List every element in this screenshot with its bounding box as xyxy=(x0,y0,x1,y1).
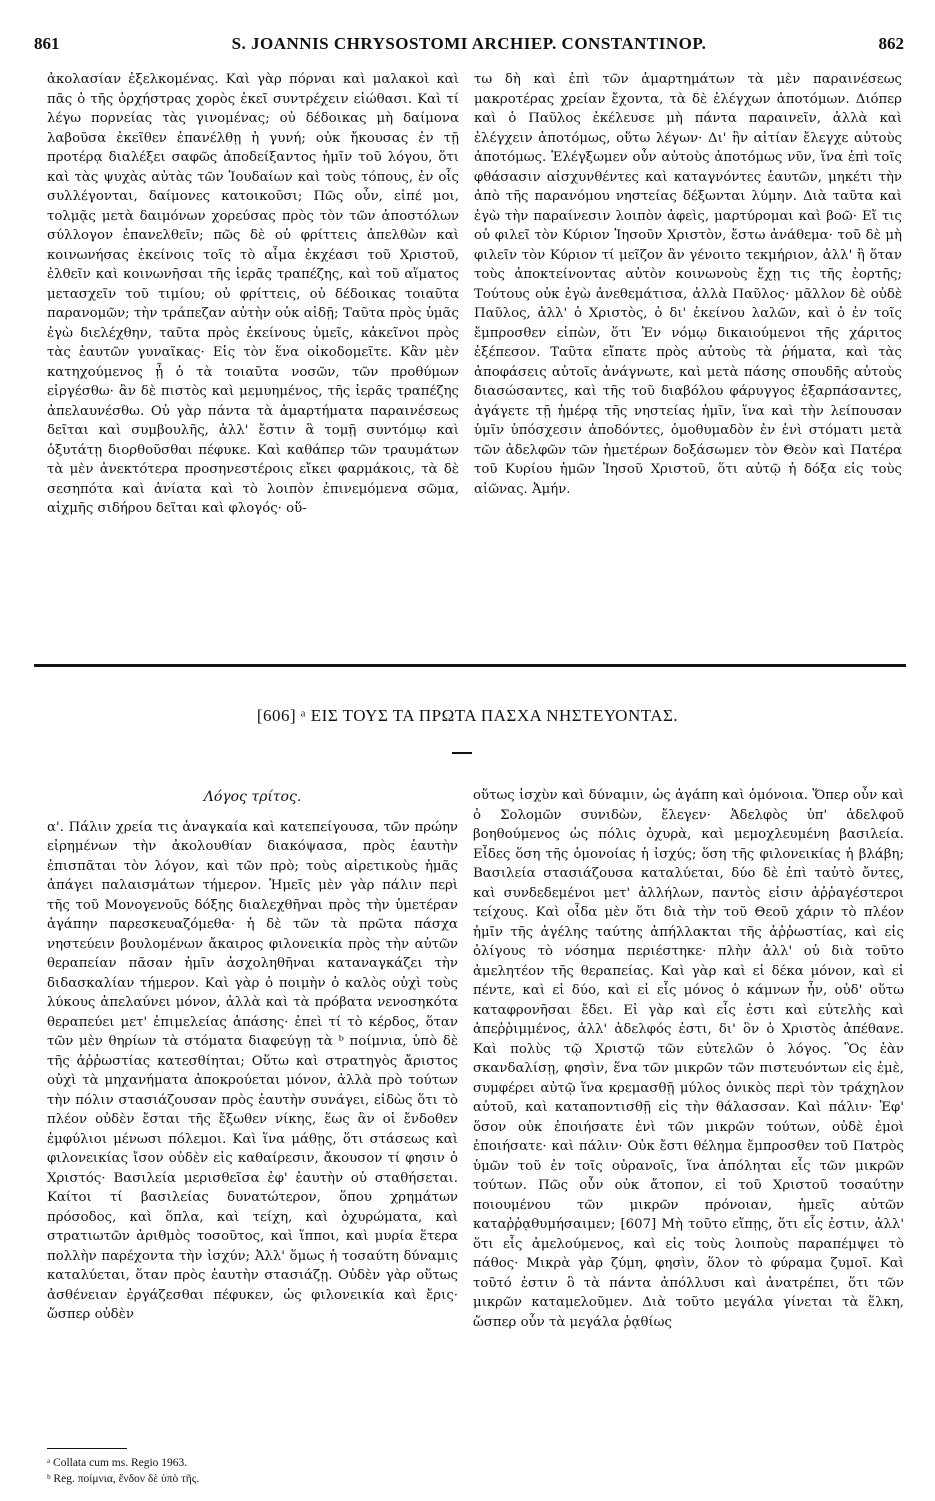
bottom-left-text: α'. Πάλιν χρεία τις ἀναγκαία καὶ κατεπείγουσα, τῶν πρώην εἰρημένων τὴν ἀκολουθίαν διακόψασα, πρὸς ἑαυτὴν ἐπισπᾶται τὸν λόγον, καὶ τῶν πρὸ; τοὺς αἱρετικοὺς ἡμᾶς ἀπάγει παλαισμάτων τήμερον. Ἡμεῖς μὲν γὰρ πάλιν περὶ τῆς τοῦ Μονογενοῦς δόξης διαλεχθῆναι πρὸς τὴν ὑμετέραν ἀγάπην παρεσκευαζόμεθα· ἡ δὲ τῶν τὰ πρῶτα πάσχα νηστεύειν βουλομένων ἄκαιρος φιλονεικία πρὸς τὴν αὐτῶν θεραπείαν πᾶσαν ἡμῖν ἀσχοληθῆναι καταναγκάζει τὴν διδασκαλίαν τήμερον. Καὶ γὰρ ὁ ποιμὴν ὁ καλὸς οὐχὶ τοὺς λύκους ἀπελαύνει μόνον, ἀλλὰ καὶ τὰ πρόβατα νενοσηκότα θεραπεύει μετ' ἐπιμελείας ἁπάσης· ἐπεὶ τί τὸ κέρδος, ὅταν τῶν μὲν θηρίων τὰ στόματα διαφεύγῃ τὰ ᵇ ποίμνια, ὑπὸ δὲ τῆς ἀῤῥωστίας κατεσθίηται; Οὕτω καὶ στρατηγὸς ἄριστος οὐχὶ τὰ μηχανήματα ἀποκρούεται μόνον, ἀλλὰ πρὸ τούτων τὴν πόλιν στασιάζουσαν πρὸς ἑαυτὴν συνάγει, εἰδὼς ὅτι τὸ πλέον οὐδὲν ἔσται τῆς ἔξωθεν νίκης, ἕως ἂν οἱ ἔνδοθεν ἐμφύλιοι μένωσι πόλεμοι. Καὶ ἵνα μάθῃς, ὅτι στάσεως καὶ φιλονεικίας ἴσον οὐδὲν εἰς καθαίρεσιν, ἄκουσον τί φησιν ὁ Χριστός· Βασιλεία μερισθεῖσα ἐφ' ἑαυτὴν οὐ σταθήσεται. Καίτοι τί βασιλείας δυνατώτερον, ὅπου χρημάτων πρόσοδος, καὶ ὅπλα, καὶ τείχη, καὶ ὀχυρώματα, καὶ στρατιωτῶν ἀριθμὸς τοσοῦτος, καὶ ἵπποι, καὶ μυρία ἕτερα πολλὴν παρέχοντα τὴν ἰσχύν; Ἀλλ' ὅμως ἡ τοσαύτη δύναμις καταλύεται, ὅταν πρὸς ἑαυτὴν στασιάζῃ. Οὐδὲν γὰρ οὕτως ἀσθένειαν ἐργάζεσθαι πέφυκεν, ὡς φιλονεικία καὶ ἔρις· ὥσπερ οὐδὲν xyxy=(47,819,458,1322)
top-left-text: ἀκολασίαν ἐξελκομένας. Καὶ γὰρ πόρναι καὶ μαλακοὶ καὶ πᾶς ὁ τῆς ὀρχήστρας χορὸς ἐκεῖ συντρέχειν εἰώθασι. Καὶ τί λέγω πορνείας τὰς γινομένας; οὐ δέδοικας μὴ δαίμονα λαβοῦσα ἐκεῖθεν ἐπανέλθῃ ἡ γυνή; οὐκ ἤκουσας ἐν τῇ προτέρᾳ διαλέξει σαφῶς ἀποδείξαντος ἡμῖν τοῦ λόγου, ὅτι καὶ τὰς ψυχὰς αὐτὰς τῶν Ἰουδαίων καὶ τοὺς τόπους, ἐν οἷς συλλέγονται, δαίμονες κατοικοῦσι; Πῶς οὖν, εἰπέ μοι, τολμᾷς μετὰ δαιμόνων χορεύσας πρὸς τὸν τῶν ἀποστόλων σύλλογον ἐπανελθεῖν; πῶς δὲ οὐ φρίττεις ἀπελθὼν καὶ κοινωνήσας ἐκείνοις τοῖς τὸ αἷμα ἐκχέασι τοῦ Χριστοῦ, ἐλθεῖν καὶ κοινωνῆσαι τῆς ἱερᾶς τραπέζης, καὶ τοῦ αἵματος μετασχεῖν τοῦ τιμίου; οὐ φρίττεις, οὐ δέδοικας τοιαῦτα παρανομῶν; τὴν τράπεζαν αὐτὴν οὐκ αἰδῇ; Ταῦτα πρὸς ὑμᾶς ἐγὼ διελέχθην, ταῦτα πρὸς ἐκείνους ὑμεῖς, κἀκεῖνοι πρὸς τὰς ἑαυτῶν γυναῖκας· Εἰς τὸν ἕνα οἰκοδομεῖτε. Κἂν μὲν κατηχούμενος ᾖ ὁ τὰ τοιαῦτα νοσῶν, τῶν προθύμων εἰργέσθω· ἂν δὲ πιστὸς καὶ μεμυημένος, τῆς ἱερᾶς τραπέζης ἀπελαυνέσθω. Οὐ γὰρ πάντα τὰ ἁμαρτήματα παραινέσεως δεῖται καὶ συμβουλῆς, ἀλλ' ἔστιν ἃ τομῇ συντόμῳ καὶ ὀξυτάτῃ διορθοῦσθαι πέφυκε. Καὶ καθάπερ τῶν τραυμάτων τὰ μὲν ἀνεκτότερα προσηνεστέροις εἴκει φαρμάκοις, τὰ δὲ σεσηπότα καὶ ἀνίατα καὶ τὸ λοιπὸν ἐπινεμόμενα σῶμα, αἰχμῆς σιδήρου δεῖται καὶ φλογός· οὕ- xyxy=(47,72,459,516)
page-number-right: 862 xyxy=(878,34,904,53)
footnote-a: ᵃ Collata cum ms. Regio 1963. xyxy=(47,1457,188,1469)
title-dash xyxy=(452,752,472,754)
footnote-rule xyxy=(47,1448,127,1449)
footnotes xyxy=(47,1448,458,1487)
running-header xyxy=(34,34,904,58)
homily-subtitle: Λόγος τρίτος. xyxy=(203,789,302,805)
bottom-right-column xyxy=(473,786,904,1332)
top-left-column xyxy=(47,70,459,519)
footnote-b: ᵇ Reg. ποίμνια, ἔνδον δὲ ὑπὸ τῆς. xyxy=(47,1473,200,1485)
bottom-right-text: οὕτως ἰσχὺν καὶ δύναμιν, ὡς ἀγάπη καὶ ὁμόνοια. Ὅπερ οὖν καὶ ὁ Σολομῶν συνιδὼν, ἔλεγεν· Ἀδελφὸς ὑπ' ἀδελφοῦ βοηθούμενος ὡς πόλις ὀχυρὰ, καὶ μεμοχλευμένη βασιλεία. Εἶδες ὅση τῆς ὁμονοίας ἡ ἰσχύς; ὅση τῆς φιλονεικίας ἡ βλάβη; Βασιλεία στασιάζουσα καταλύεται, δύο δὲ ἐπὶ ταὐτὸ ὄντες, καὶ συνδεδεμένοι μετ' ἀλλήλων, παντὸς εἰσιν ἀῤῥαγέστεροι τείχους. Καὶ οἶδα μὲν ὅτι διὰ τὴν τοῦ Θεοῦ χάριν τὸ πλέον ἡμῖν τῆς ἀγέλης ταύτης ἀπήλλακται τῆς ἀῤῥωστίας, καὶ εἰς ὀλίγους τὸ νόσημα περιέστηκε· πλὴν ἀλλ' οὐ διὰ τοῦτο ἀμελητέον τῆς θεραπείας. Καὶ γὰρ καὶ εἰ δέκα μόνον, καὶ εἰ πέντε, καὶ εἰ δύο, καὶ εἰ εἷς μόνος ὁ κάμνων ἦν, οὐδ' οὕτω καταφρονῆσαι ἔδει. Εἰ γὰρ καὶ εἷς ἐστι καὶ εὐτελὴς καὶ ἀπεῤῥιμμένος, ἀλλ' ἀδελφός ἐστι, δι' ὃν ὁ Χριστὸς ἀπέθανε. Καὶ πολὺς τῷ Χριστῷ τῶν εὐτελῶν ὁ λόγος. Ὃς ἐὰν σκανδαλίσῃ, φησὶν, ἕνα τῶν μικρῶν τῶν πιστευόντων εἰς ἐμὲ, συμφέρει αὐτῷ ἵνα κρεμασθῇ μύλος ὀνικὸς περὶ τὸν τράχηλον αὐτοῦ, καὶ καταποντισθῇ εἰς τὴν θάλασσαν. Καὶ πάλιν· Ἐφ' ὅσον οὐκ ἐποιήσατε ἑνὶ τῶν μικρῶν τούτων, οὐδὲ ἐμοὶ ἐποιήσατε· καὶ πάλιν· Οὐκ ἔστι θέλημα ἔμπροσθεν τοῦ Πατρὸς ὑμῶν τοῦ ἐν τοῖς οὐρανοῖς, ἵνα ἀπόληται εἷς τῶν μικρῶν τούτων. Πῶς οὖν οὐκ ἄτοπον, εἰ τοῦ Χριστοῦ τοσαύτην ποιουμένου τῶν μικρῶν πρόνοιαν, ἡμεῖς αὐτῶν καταῤῥᾳθυμήσαιμεν; [607] Μὴ τοῦτο εἴπῃς, ὅτι εἷς ἐστιν, ἀλλ' ὅτι εἷς ἀμελούμενος, καὶ εἰς τοὺς λοιποὺς παραπέμψει τὸ πάθος· Μικρὰ γὰρ ζύμη, φησὶν, ὅλον τὸ φύραμα ζυμοῖ. Καὶ τοῦτό ἐστιν ὃ τὰ πάντα ἀπόλλυσι καὶ ἀνατρέπει, ὅτι τῶν μικρῶν καταμελοῦμεν. Διὰ τοῦτο μεγάλα γίνεται τὰ ἕλκη, ὥσπερ οὖν τὰ μεγάλα ῥᾳθίως xyxy=(473,788,904,1330)
section-divider xyxy=(34,664,906,667)
running-title: S. JOANNIS CHRYSOSTOMI ARCHIEP. CONSTANTINOP. xyxy=(231,34,707,53)
top-right-column xyxy=(474,70,902,499)
page-number-left: 861 xyxy=(34,34,60,53)
top-right-text: τω δὴ καὶ ἐπὶ τῶν ἁμαρτημάτων τὰ μὲν παραινέσεως μακροτέρας χρείαν ἔχοντα, τὰ δὲ ἐλέγχων ἀποτόμων. Διόπερ καὶ ὁ Παῦλος ἐκέλευσε μὴ πάντα παραινεῖν, ἀλλὰ καὶ ἐλέγχειν ἀποτόμως, οὕτω λέγων· Δι' ἣν αἰτίαν ἔλεγχε αὐτοὺς ἀποτόμως. Ἐλέγξωμεν οὖν αὐτοὺς ἀποτόμως νῦν, ἵνα ἐπὶ τοῖς φθάσασιν αἰσχυνθέντες καὶ καταγνόντες ἑαυτῶν, μηκέτι τὴν ἀπὸ τῆς παρανόμου νηστείας δέξωνται λύμην. Διὰ ταῦτα καὶ ἐγὼ τὴν παραίνεσιν λοιπὸν ἀφεὶς, μαρτύρομαι καὶ βοῶ· Εἴ τις οὐ φιλεῖ τὸν Κύριον Ἰησοῦν Χριστὸν, ἔστω ἀνάθεμα· τοῦ δὲ μὴ φιλεῖν τὸν Κύριον τί μεῖζον ἂν γένοιτο τεκμήριον, ἀλλ' ἢ ὅταν τοὺς ἀποκτείνοντας αὐτὸν κοινωνοὺς ἔχῃ τις τῆς ἑορτῆς; Τούτους οὐκ ἐγὼ ἀνεθεμάτισα, ἀλλὰ Παῦλος· μᾶλλον δὲ οὐδὲ Παῦλος, ἀλλ' ὁ Χριστὸς, ὁ δι' ἐκείνου λαλῶν, καὶ ὁ ἐν τοῖς ἔμπροσθεν εἰπὼν, ὅτι Ἐν νόμῳ δικαιούμενοι τῆς χάριτος ἐξέπεσον. Ταῦτα εἴπατε πρὸς αὐτοὺς τὰ ῥήματα, καὶ τὰς ἀποφάσεις αὐτοῖς ἀνάγνωτε, καὶ μετὰ πάσης σπουδῆς αὐτοὺς διασώσαντες, καὶ τῆς τοῦ διαβόλου φάρυγγος ἐξαρπάσαντες, ἀγάγετε τῇ ἡμέρᾳ τῆς νηστείας ἡμῖν, ἵνα καὶ τὴν λείπουσαν ὑμῖν ὑπόσχεσιν ἀποδόντες, ὁμοθυμαδὸν ἐν ἑνὶ στόματι μετὰ τῶν ἀδελφῶν τῶν ἡμετέρων δοξάσωμεν τὸν Θεὸν καὶ Πατέρα τοῦ Κυρίου ἡμῶν Ἰησοῦ Χριστοῦ, ὅτι αὐτῷ ἡ δόξα εἰς τοὺς αἰῶνας. Ἀμήν. xyxy=(474,72,902,497)
section-title: [606] ᵃ ΕΙΣ ΤΟΥΣ ΤΑ ΠΡΩΤΑ ΠΑΣΧΑ ΝΗΣΤΕΥΟΝΤΑΣ. xyxy=(256,706,679,725)
bottom-left-column xyxy=(47,786,458,1325)
